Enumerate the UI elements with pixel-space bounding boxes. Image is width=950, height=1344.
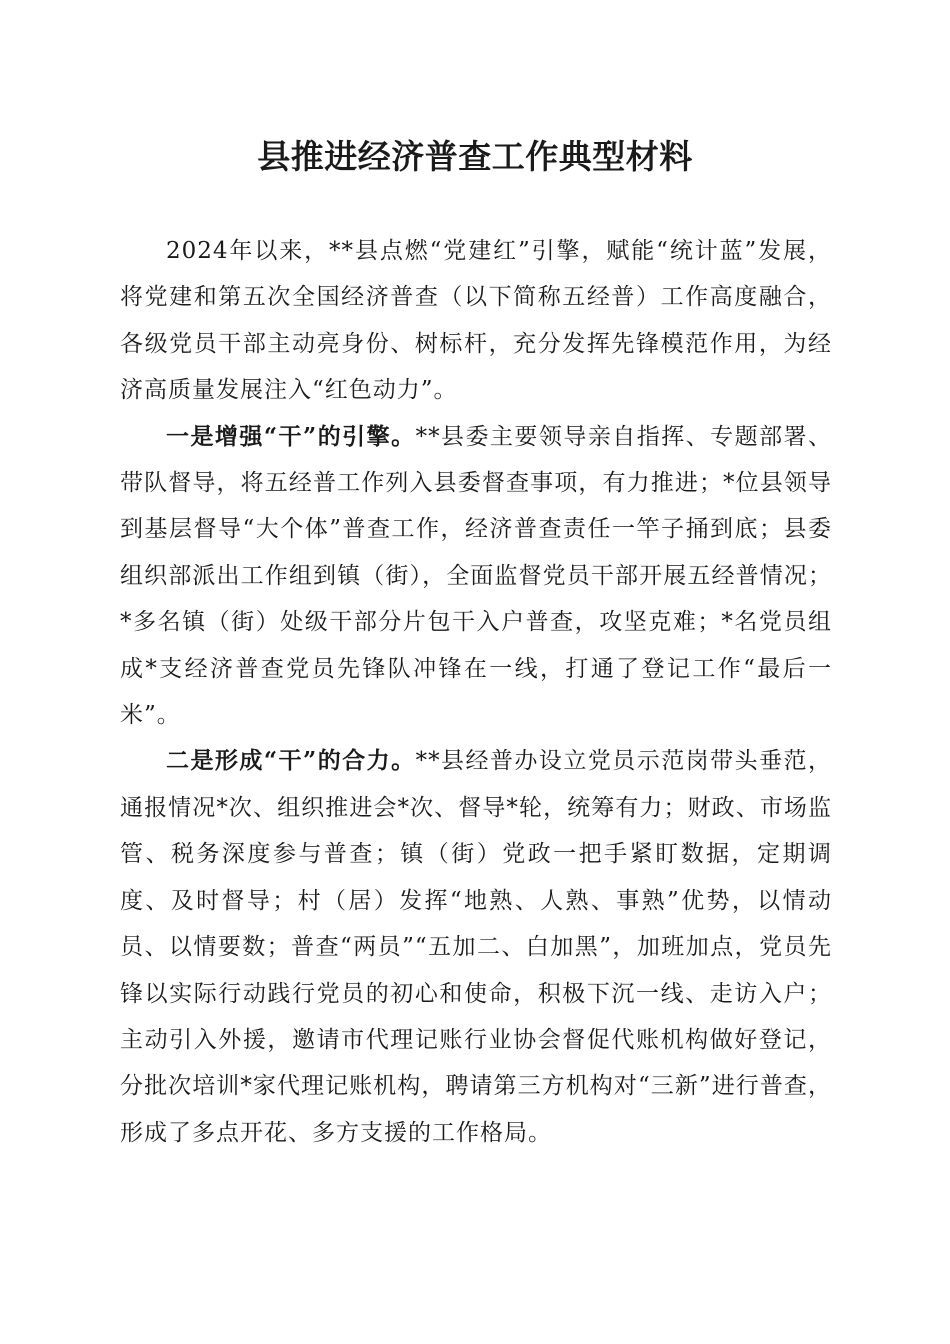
paragraph-text: **县委主要领导亲自指挥、专题部署、带队督导，将五经普工作列入县委督查事项，有力推进；*位县领导到基层督导“大个体”普查工作，经济普查责任一竿子捅到底；县委组织部派出工作组到镇（街），全面监督党员干部开展五经普情况；*多名镇（街）处级干部分片包干入户普查，攻坚克难；*名党员组成*支经济普查党员先锋队冲锋在一线，打通了登记工作“最后一米”。 <box>120 423 833 729</box>
paragraph-lead: 二是形成“干”的合力。 <box>166 747 416 775</box>
paragraph-point-one <box>120 414 832 739</box>
paragraph-text: **县经普办设立党员示范岗带头垂范，通报情况*次、组织推进会*次、督导*轮，统筹有力；财政、市场监管、税务深度参与普查；镇（街）党政一把手紧盯数据，定期调度、及时督导；村（居）发挥“地熟、人熟、事熟”优势，以情动员、以情要数；普查“两员”“五加二、白加黑”，加班加点，党员先锋以实际行动践行党员的初心和使命，积极下沉一线、走访入户；主动引入外援，邀请市代理记账行业协会督促代账机构做好登记，分批次培训*家代理记账机构，聘请第三方机构对“三新”进行普查，形成了多点开花、多方支援的工作格局。 <box>120 748 833 1146</box>
paragraph-text: 2024年以来，**县点燃“党建红”引擎，赋能“统计蓝”发展，将党建和第五次全国经济普查（以下简称五经普）工作高度融合，各级党员干部主动亮身份、树标杆，充分发挥先锋模范作用，为经济高质量发展注入“红色动力”。 <box>120 238 832 404</box>
document-body <box>120 228 832 1156</box>
paragraph-lead: 一是增强“干”的引擎。 <box>166 422 416 450</box>
document-title: 县推进经济普查工作典型材料 <box>257 137 693 176</box>
paragraph-intro <box>120 228 832 414</box>
paragraph-point-two <box>120 738 832 1156</box>
